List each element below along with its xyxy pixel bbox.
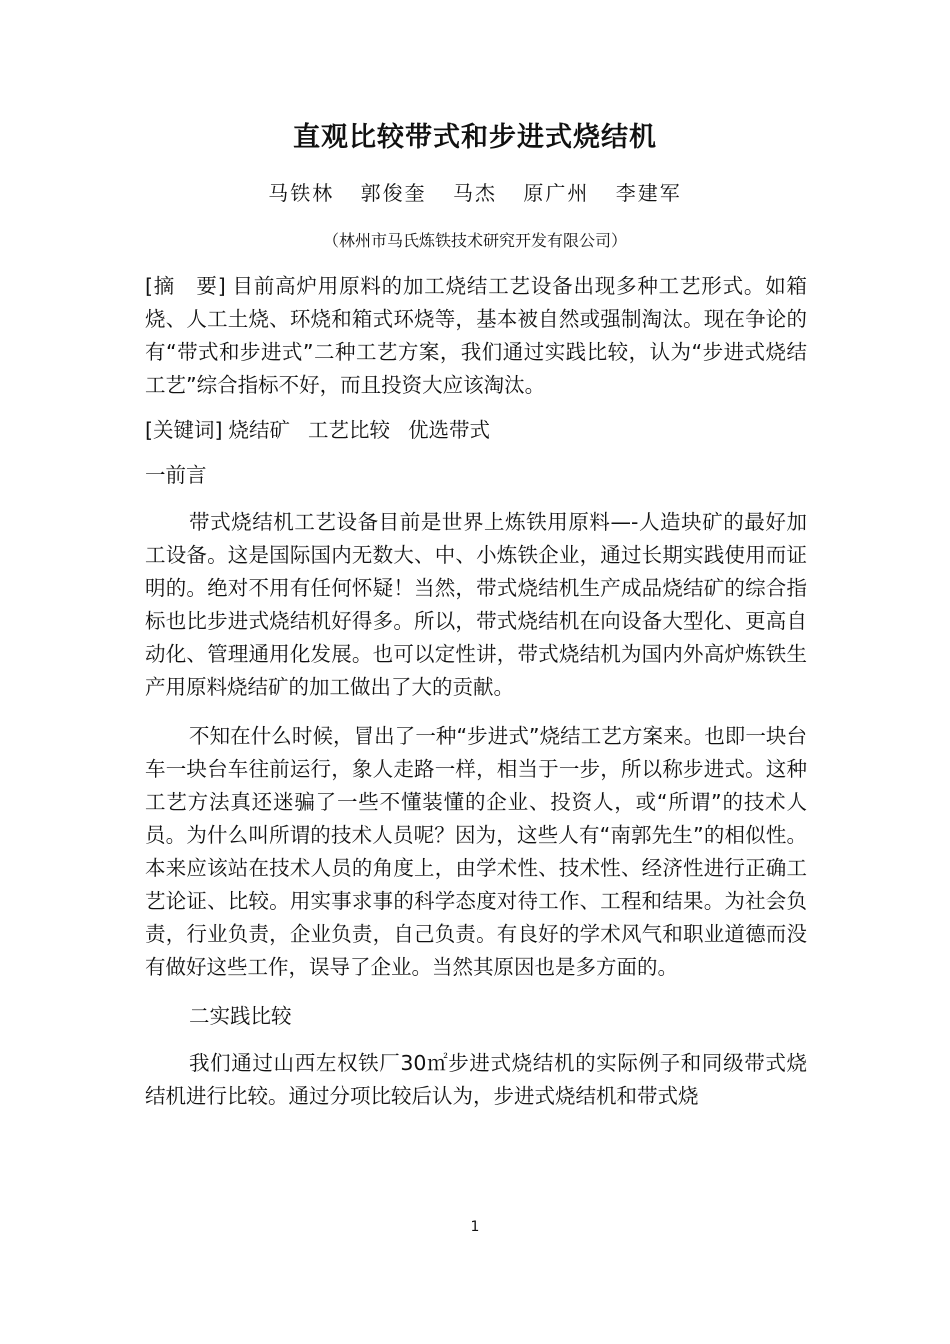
keyword: 烧结矿: [228, 418, 290, 442]
author: 马铁林: [268, 181, 335, 205]
affiliation: （林州市马氏炼铁技术研究开发有限公司）: [322, 231, 627, 250]
document-body: [145, 270, 807, 1129]
paragraph: 不知在什么时候，冒出了一种“步进式”烧结工艺方案来。也即一块台车一块台车往前运行，象人走路一样，相当于一步，所以称步进式。这种工艺方法真还迷骗了一些不懂装懂的企业、投资人，或“所谓”的技术人员。为什么叫所谓的技术人员呢？因为，这些人有“南郭先生”的相似性。本来应该站在技术人员的角度上，由学术性、技术性、经济性进行正确工艺论证、比较。用实事求事的科学态度对待工作、工程和结果。为社会负责，行业负责，企业负责，自己负责。有良好的学术风气和职业道德而没有做好这些工作，误导了企业。当然其原因也是多方面的。: [145, 724, 807, 979]
abstract: [145, 270, 807, 402]
abstract-text: 目前高炉用原料的加工烧结工艺设备出现多种工艺形式。如箱烧、人工土烧、环烧和箱式环烧等，基本被自然或强制淘汰。现在争论的有“带式和步进式”二种工艺方案，我们通过实践比较，认为“步进式烧结工艺”综合指标不好，而且投资大应该淘汰。: [145, 274, 808, 397]
author: 郭俊奎: [360, 181, 427, 205]
document-title: 直观比较带式和步进式烧结机: [293, 122, 657, 153]
author: 李建军: [615, 181, 682, 205]
paragraph: 我们通过山西左权铁厂30㎡步进式烧结机的实际例子和同级带式烧结机进行比较。通过分项比较后认为，步进式烧结机和带式烧: [145, 1051, 807, 1108]
section-heading-comparison: 二实践比较: [189, 1004, 292, 1028]
author: 马杰: [453, 181, 497, 205]
page-number: 1: [470, 1219, 480, 1235]
keyword: 优选带式: [408, 418, 490, 442]
paragraph: 带式烧结机工艺设备目前是世界上炼铁用原料—-人造块矿的最好加工设备。这是国际国内无数大、中、小炼铁企业，通过长期实践使用而证明的。绝对不用有任何怀疑！当然，带式烧结机生产成品烧结矿的综合指标也比步进式烧结机好得多。所以，带式烧结机在向设备大型化、更高自动化、管理通用化发展。也可以定性讲，带式烧结机为国内外高炉炼铁生产用原料烧结矿的加工做出了大的贡献。: [145, 510, 807, 699]
author-list: [0, 177, 950, 209]
keywords: [145, 414, 807, 447]
keywords-label: [关键词]: [145, 418, 223, 442]
keyword: 工艺比较: [308, 418, 390, 442]
abstract-label: [摘 要]: [145, 274, 226, 298]
author: 原广州: [523, 181, 590, 205]
section-heading-intro: 一前言: [145, 463, 207, 487]
